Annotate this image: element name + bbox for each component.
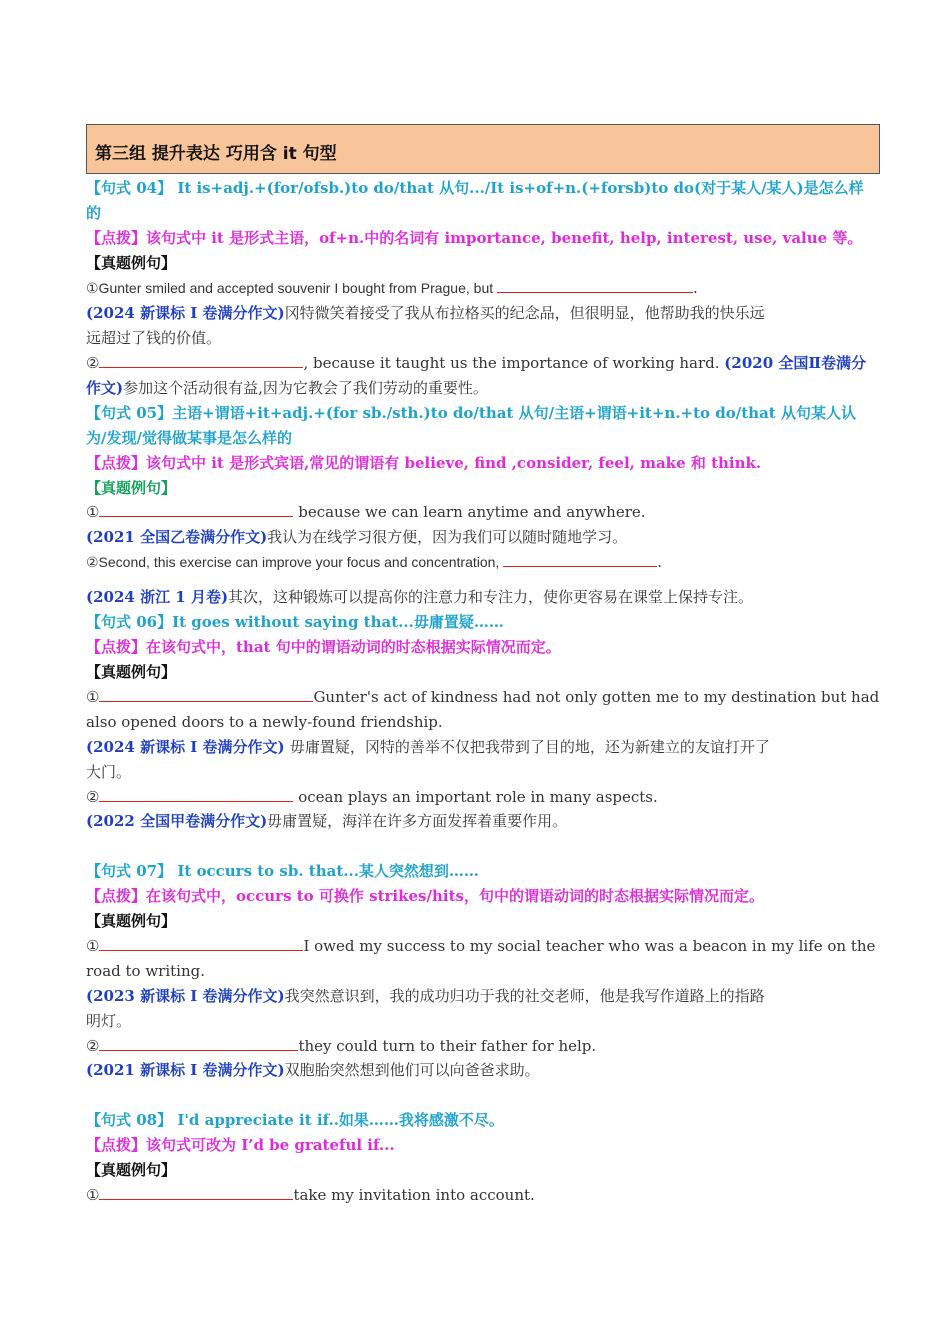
answer-blank[interactable] (497, 278, 693, 293)
example-number: ① (86, 688, 100, 706)
example-text: ①Gunter smiled and accepted souvenir I bought from Prague, but (86, 280, 498, 296)
example-number: ① (86, 1186, 100, 1204)
example-number: ② (86, 354, 100, 372)
example-text: Gunter's act of kindness had not only gotten me to my destination but had (313, 688, 880, 706)
pattern-06-example-1-cont: also opened doors to a newly-found friendship. (86, 713, 443, 731)
pattern-07-translation-1-cont: 明灯。 (86, 1012, 132, 1030)
answer-blank[interactable] (99, 936, 303, 951)
pattern-04-title-cont: 的 (86, 204, 102, 222)
translation-text: 双胞胎突然想到他们可以向爸爸求助。 (284, 1061, 540, 1079)
pattern-04-example-2 (86, 351, 876, 376)
source-label: (2023 新课标 I 卷满分作文) (86, 987, 285, 1005)
pattern-06-title: 【句式 06】It goes without saying that...毋庸置疑…… (86, 613, 504, 631)
example-text: take my invitation into account. (293, 1186, 535, 1204)
pattern-04-example-1 (86, 276, 876, 301)
pattern-07-tip: 【点拨】在该句式中，occurs to 可换作 strikes/hits，句中的谓语动词的时态根据实际情况而定。 (86, 887, 764, 905)
example-number: ① (86, 503, 100, 521)
pattern-05-translation-1 (86, 525, 876, 550)
pattern-06-translation-1 (86, 735, 876, 760)
pattern-07-example-2 (86, 1034, 876, 1059)
pattern-07-example-1-cont: road to writing. (86, 962, 206, 980)
pattern-05-tip: 【点拨】该句式中 it 是形式宾语,常见的谓语有 believe, find ,consider, feel, make 和 think. (86, 454, 762, 472)
answer-blank[interactable] (99, 353, 303, 368)
translation-text: 参加这个活动很有益,因为它教会了我们劳动的重要性。 (123, 379, 488, 397)
pattern-07-title: 【句式 07】 It occurs to sb. that...某人突然想到…… (86, 862, 479, 880)
translation-text: 其次，这种锻炼可以提高你的注意力和专注力，使你更容易在课堂上保持专注。 (228, 588, 754, 606)
pattern-06-tip: 【点拨】在该句式中，that 句中的谓语动词的时态根据实际情况而定。 (86, 638, 561, 656)
pattern-07-translation-2 (86, 1058, 876, 1083)
answer-blank[interactable] (99, 787, 293, 802)
example-text: ②Second, this exercise can improve your focus and concentration, (86, 554, 504, 570)
source-label: (2024 新课标 I 卷满分作文) (86, 304, 285, 322)
source-label: (2020 全国Ⅱ卷满分 (724, 354, 866, 372)
source-label: (2022 全国甲卷满分作文) (86, 812, 268, 830)
section-title: 第三组 提升表达 巧用含 it 句型 (95, 144, 337, 164)
translation-text: 我认为在线学习很方便，因为我们可以随时随地学习。 (267, 528, 628, 546)
pattern-04-tip: 【点拨】该句式中 it 是形式主语，of+n.中的名词有 importance, benefit, help, interest, use, value 等。 (86, 229, 863, 247)
pattern-07-translation-1 (86, 984, 876, 1009)
pattern-08-tip: 【点拨】该句式可改为 I’d be grateful if... (86, 1136, 395, 1154)
example-number: ② (86, 1037, 100, 1055)
answer-blank[interactable] (99, 1036, 298, 1051)
answer-blank[interactable] (503, 552, 657, 567)
pattern-05-example-2 (86, 550, 876, 575)
example-text-end: . (657, 553, 662, 571)
answer-blank[interactable] (99, 687, 313, 702)
pattern-08-example-1 (86, 1183, 876, 1208)
pattern-04-translation-1-cont: 远超过了钱的价值。 (86, 329, 222, 347)
answer-blank[interactable] (99, 502, 293, 517)
pattern-05-example-1 (86, 500, 876, 525)
pattern-04-translation-1 (86, 301, 876, 326)
pattern-04-label: 【真题例句】 (86, 254, 177, 272)
example-text-end: . (693, 279, 698, 297)
example-text: because we can learn anytime and anywhere. (293, 503, 646, 521)
pattern-06-translation-2 (86, 809, 876, 834)
pattern-06-translation-1-cont: 大门。 (86, 763, 132, 781)
source-label: (2024 浙江 1 月卷) (86, 588, 229, 606)
source-label: (2021 新课标 I 卷满分作文) (86, 1061, 285, 1079)
translation-text: 毋庸置疑，冈特的善举不仅把我带到了目的地，还为新建立的友谊打开了 (289, 738, 770, 756)
pattern-04-translation-2 (86, 376, 876, 401)
pattern-07-label: 【真题例句】 (86, 912, 177, 930)
example-number: ② (86, 788, 100, 806)
answer-blank[interactable] (99, 1185, 293, 1200)
example-text: they could turn to their father for help. (298, 1037, 597, 1055)
example-text: , because it taught us the importance of working hard. (303, 354, 725, 372)
translation-text: 我突然意识到，我的成功归功于我的社交老师，他是我写作道路上的指路 (284, 987, 765, 1005)
source-label-cont: 作文) (86, 379, 124, 397)
example-number: ① (86, 937, 100, 955)
pattern-07-example-1 (86, 934, 876, 959)
source-label: (2024 新课标 I 卷满分作文) (86, 738, 290, 756)
example-text: I owed my success to my social teacher who was a beacon in my life on the (303, 937, 876, 955)
pattern-08-title: 【句式 08】 I'd appreciate it if..如果……我将感激不尽。 (86, 1111, 504, 1129)
translation-text: 毋庸置疑，海洋在许多方面发挥着重要作用。 (267, 812, 568, 830)
pattern-05-title: 【句式 05】主语+谓语+it+adj.+(for sb./sth.)to do/that 从句/主语+谓语+it+n.+to do/that 从句某人认 (86, 404, 856, 422)
example-text: ocean plays an important role in many aspects. (293, 788, 658, 806)
section-header (86, 124, 880, 174)
pattern-05-translation-2 (86, 585, 876, 610)
source-label: (2021 全国乙卷满分作文) (86, 528, 268, 546)
pattern-06-example-1 (86, 685, 880, 710)
translation-text: 冈特微笑着接受了我从布拉格买的纪念品，但很明显，他帮助我的快乐远 (284, 304, 765, 322)
pattern-05-title-cont: 为/发现/觉得做某事是怎么样的 (86, 429, 292, 447)
pattern-04-title: 【句式 04】 It is+adj.+(for/ofsb.)to do/that 从句.../It is+of+n.(+forsb)to do(对于某人/某人)是怎么样 (86, 179, 864, 197)
pattern-06-label: 【真题例句】 (86, 663, 177, 681)
pattern-05-label: 【真题例句】 (86, 479, 177, 497)
pattern-06-example-2 (86, 785, 876, 810)
pattern-08-label: 【真题例句】 (86, 1161, 177, 1179)
